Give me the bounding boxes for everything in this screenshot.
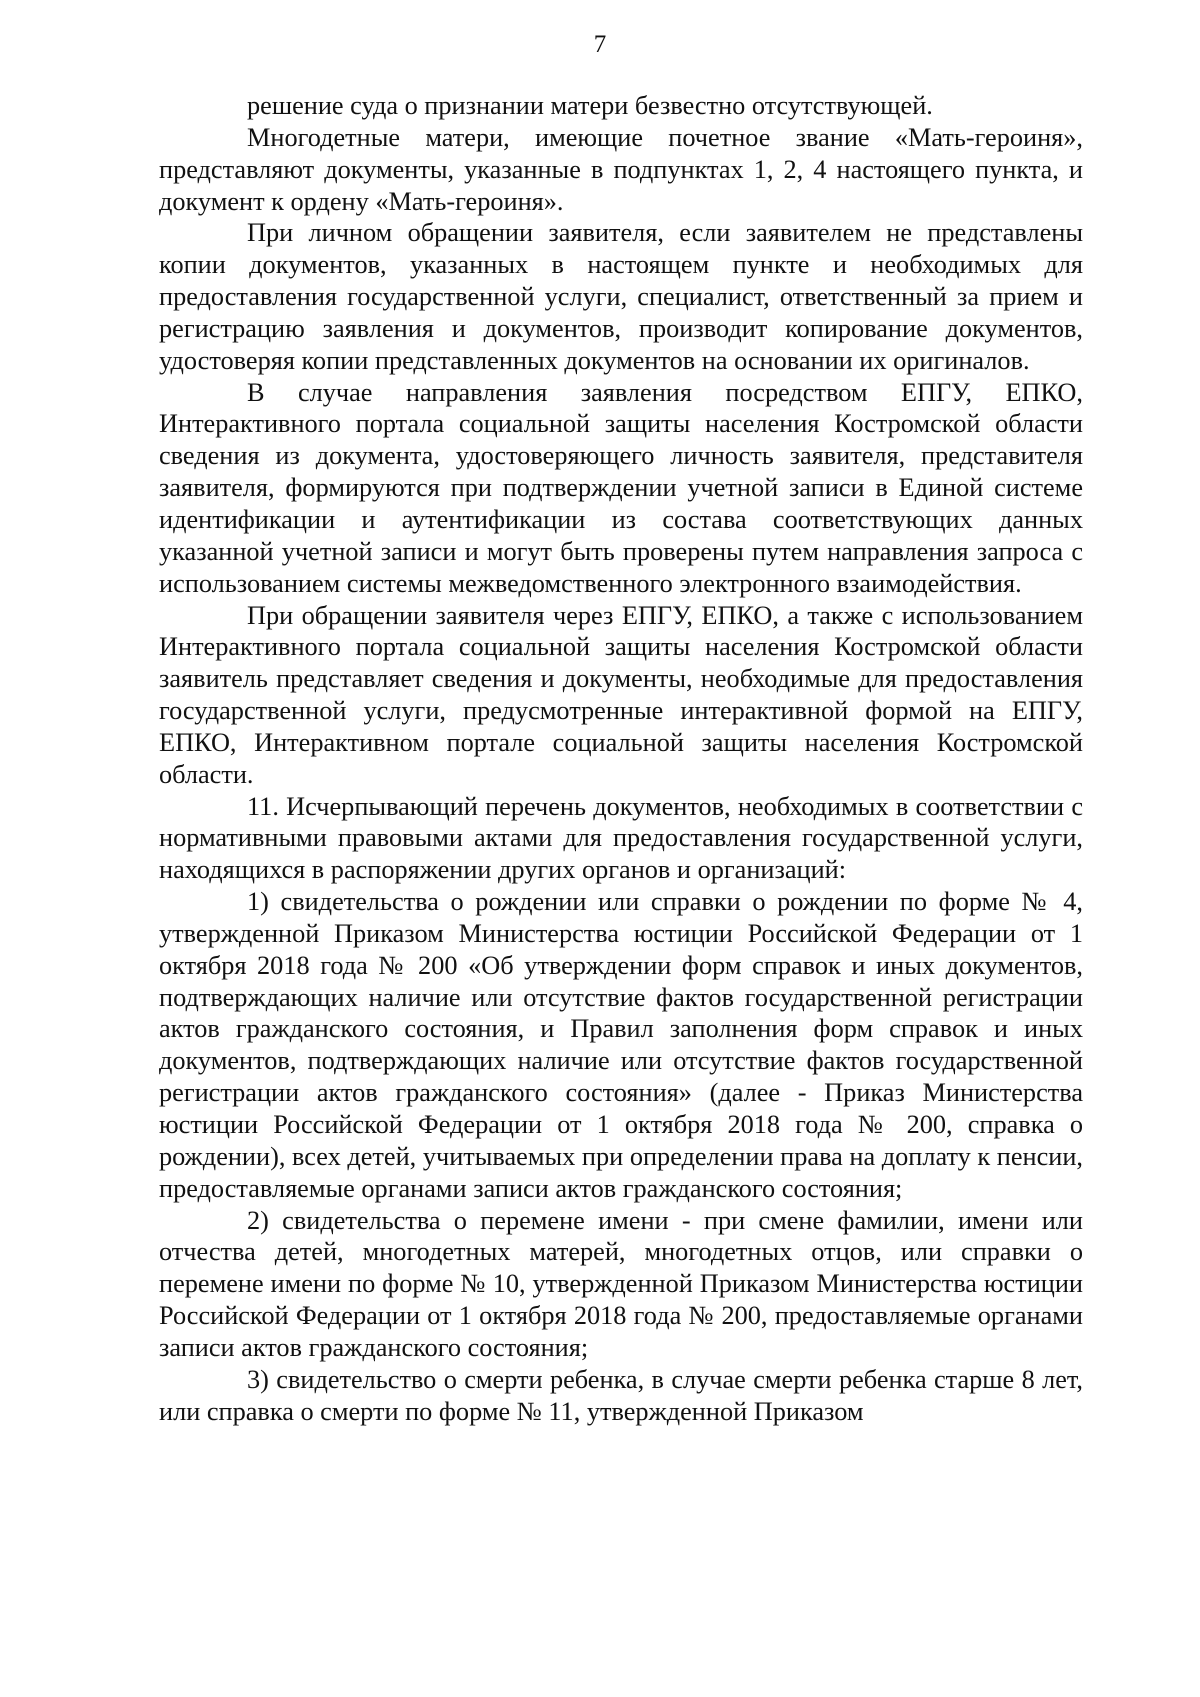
paragraph-personal-visit: При личном обращении заявителя, если заявителем не представлены копии документов, указанных в настоящем пункте и необходимых для предоставления государственной услуги, специалист, ответственный за прием и регистрацию заявления и документов, производит копирование документов, удостоверяя копии представленных документов на основании их оригиналов. [159,218,1083,375]
paragraph-subitem-3: 3) свидетельство о смерти ребенка, в случае смерти ребенка старше 8 лет, или справка о смерти по форме № 11, утвержденной Приказом [159,1364,1083,1426]
page-number: 7 [593,31,607,58]
paragraph-mother-heroine: Многодетные матери, имеющие почетное звание «Мать-героиня», представляют документы, указанные в подпунктах 1, 2, 4 настоящего пункта, и документ к ордену «Мать-героиня». [159,122,1083,216]
document-body [159,90,1083,1427]
paragraph-subitem-1: 1) свидетельства о рождении или справки о рождении по форме № 4, утвержденной Приказом Министерства юстиции Российской Федерации от 1 октября 2018 года № 200 «Об утверждении форм справок и иных документов, подтверждающих наличие или отсутствие фактов государственной регистрации актов гражданского состояния, и Правил заполнения форм справок и иных документов, подтверждающих наличие или отсутствие фактов государственной регистрации актов гражданского состояния» (далее - Приказ Министерства юстиции Российской Федерации от 1 октября 2018 года № 200, справка о рождении), всех детей, учитываемых при определении права на доплату к пенсии, предоставляемые органами записи актов гражданского состояния; [159,887,1083,1203]
paragraph-subitem-2: 2) свидетельства о перемене имени - при смене фамилии, имени или отчества детей, многодетных матерей, многодетных отцов, или справки о перемене имени по форме № 10, утвержденной Приказом Министерства юстиции Российской Федерации от 1 октября 2018 года № 200, предоставляемые органами записи актов гражданского состояния; [159,1205,1083,1362]
paragraph-item-11: 11. Исчерпывающий перечень документов, необходимых в соответствии с нормативными правовыми актами для предоставления государственной услуги, находящихся в распоряжении других органов и организаций: [159,791,1083,885]
paragraph-epgu-identification: В случае направления заявления посредством ЕПГУ, ЕПКО, Интерактивного портала социальной защиты населения Костромской области сведения из документа, удостоверяющего личность заявителя, представителя заявителя, формируются при подтверждении учетной записи в Единой системе идентификации и аутентификации из состава соответствующих данных указанной учетной записи и могут быть проверены путем направления запроса с использованием системы межведомственного электронного взаимодействия. [159,377,1083,598]
paragraph-epgu-submission: При обращении заявителя через ЕПГУ, ЕПКО, а также с использованием Интерактивного портала социальной защиты населения Костромской области заявитель представляет сведения и документы, необходимые для предоставления государственной услуги, предусмотренные интерактивной формой на ЕПГУ, ЕПКО, Интерактивном портале социальной защиты населения Костромской области. [159,600,1083,789]
paragraph-continuation: решение суда о признании матери безвестно отсутствующей. [247,91,933,120]
